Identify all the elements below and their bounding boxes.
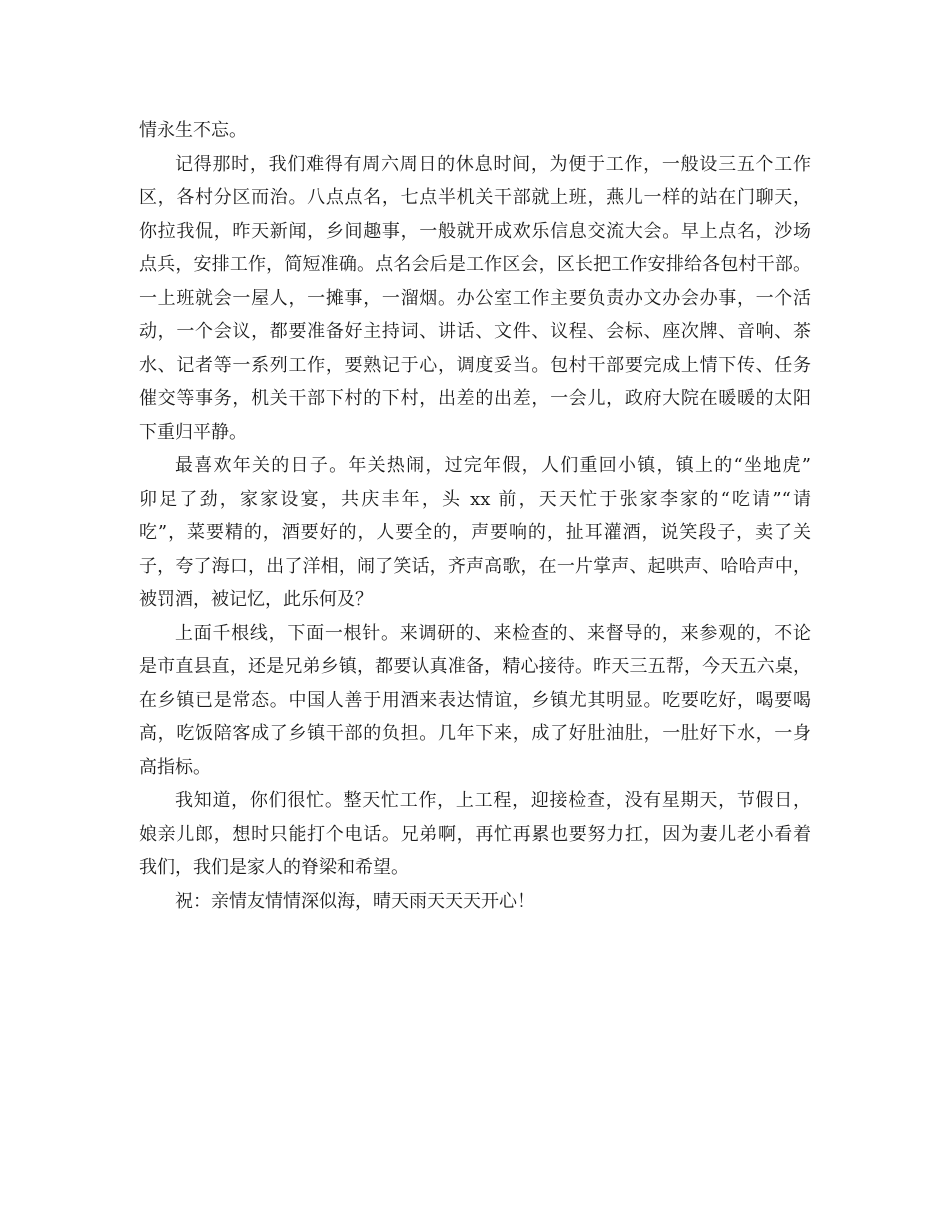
text-line: 你拉我侃，昨天新闻，乡间趣事，一般就开成欢乐信息交流大会。早上点名，沙场: [139, 220, 811, 242]
text-line: 一上班就会一屋人，一摊事，一溜烟。办公室工作主要负责办文办会办事，一个活: [139, 287, 811, 309]
paragraph: [139, 148, 811, 450]
text-line: 最喜欢年关的日子。年关热闹，过完年假，人们重回小镇，镇上的“坐地虎”: [175, 455, 811, 476]
text-line: 吃”，菜要精的，酒要好的，人要全的，声要响的，扯耳灌酒，说笑段子，卖了关: [139, 522, 811, 543]
text-line: 子，夸了海口，出了洋相，闹了笑话，齐声高歌，在一片掌声、起哄声、哈哈声中，: [139, 555, 811, 577]
text-line: 水、记者等一系列工作，要熟记于心，调度妥当。包村干部要完成上情下传、任务: [139, 354, 811, 376]
text-line: 高指标。: [139, 756, 211, 778]
text-line: 祝：亲情友情情深似海，晴天雨天天天开心！: [175, 890, 535, 912]
text-line: 催交等事务，机关干部下村的下村，出差的出差，一会儿，政府大院在暖暖的太阳: [139, 388, 811, 409]
text-line: 高，吃饭陪客成了乡镇干部的负担。几年下来，成了好肚油肚，一肚好下水，一身: [139, 723, 811, 744]
text-line: 我们，我们是家人的脊梁和希望。: [139, 857, 409, 878]
text-line: 娘亲儿郎，想时只能打个电话。兄弟啊，再忙再累也要努力扛，因为妻儿老小看着: [139, 823, 811, 845]
paragraph: [139, 617, 811, 785]
paragraph: [139, 784, 811, 885]
text-line: 被罚酒，被记忆，此乐何及？: [139, 589, 373, 610]
text-line: 区，各村分区而治。八点点名，七点半机关干部就上班，燕儿一样的站在门聊天，: [139, 187, 811, 208]
text-line: 下重归平静。: [139, 421, 247, 443]
text-line: 我知道，你们很忙。整天忙工作，上工程，迎接检查，没有星期天，节假日，: [175, 790, 811, 811]
text-line: 在乡镇已是常态。中国人善于用酒来表达情谊，乡镇尤其明显。吃要吃好，喝要喝: [139, 689, 811, 711]
text-line: 上面千根线，下面一根针。来调研的、来检查的、来督导的，来参观的，不论: [175, 622, 811, 644]
text-line: 卯足了劲，家家设宴，共庆丰年，头 xx 前，天天忙于张家李家的“吃请”“请: [139, 488, 811, 510]
text-line: 情永生不忘。: [139, 120, 247, 141]
document-body: [139, 114, 811, 918]
text-line: 记得那时，我们难得有周六周日的休息时间，为便于工作，一般设三五个工作: [175, 153, 811, 175]
text-line: 是市直县直，还是兄弟乡镇，都要认真准备，精心接待。昨天三五帮，今天五六桌，: [139, 656, 811, 677]
paragraph: [139, 885, 811, 919]
paragraph: [139, 114, 811, 148]
text-line: 动，一个会议，都要准备好主持词、讲话、文件、议程、会标、座次牌、音响、茶: [139, 321, 811, 342]
text-line: 点兵，安排工作，简短准确。点名会后是工作区会，区长把工作安排给各包村干部。: [139, 254, 811, 275]
paragraph: [139, 449, 811, 617]
